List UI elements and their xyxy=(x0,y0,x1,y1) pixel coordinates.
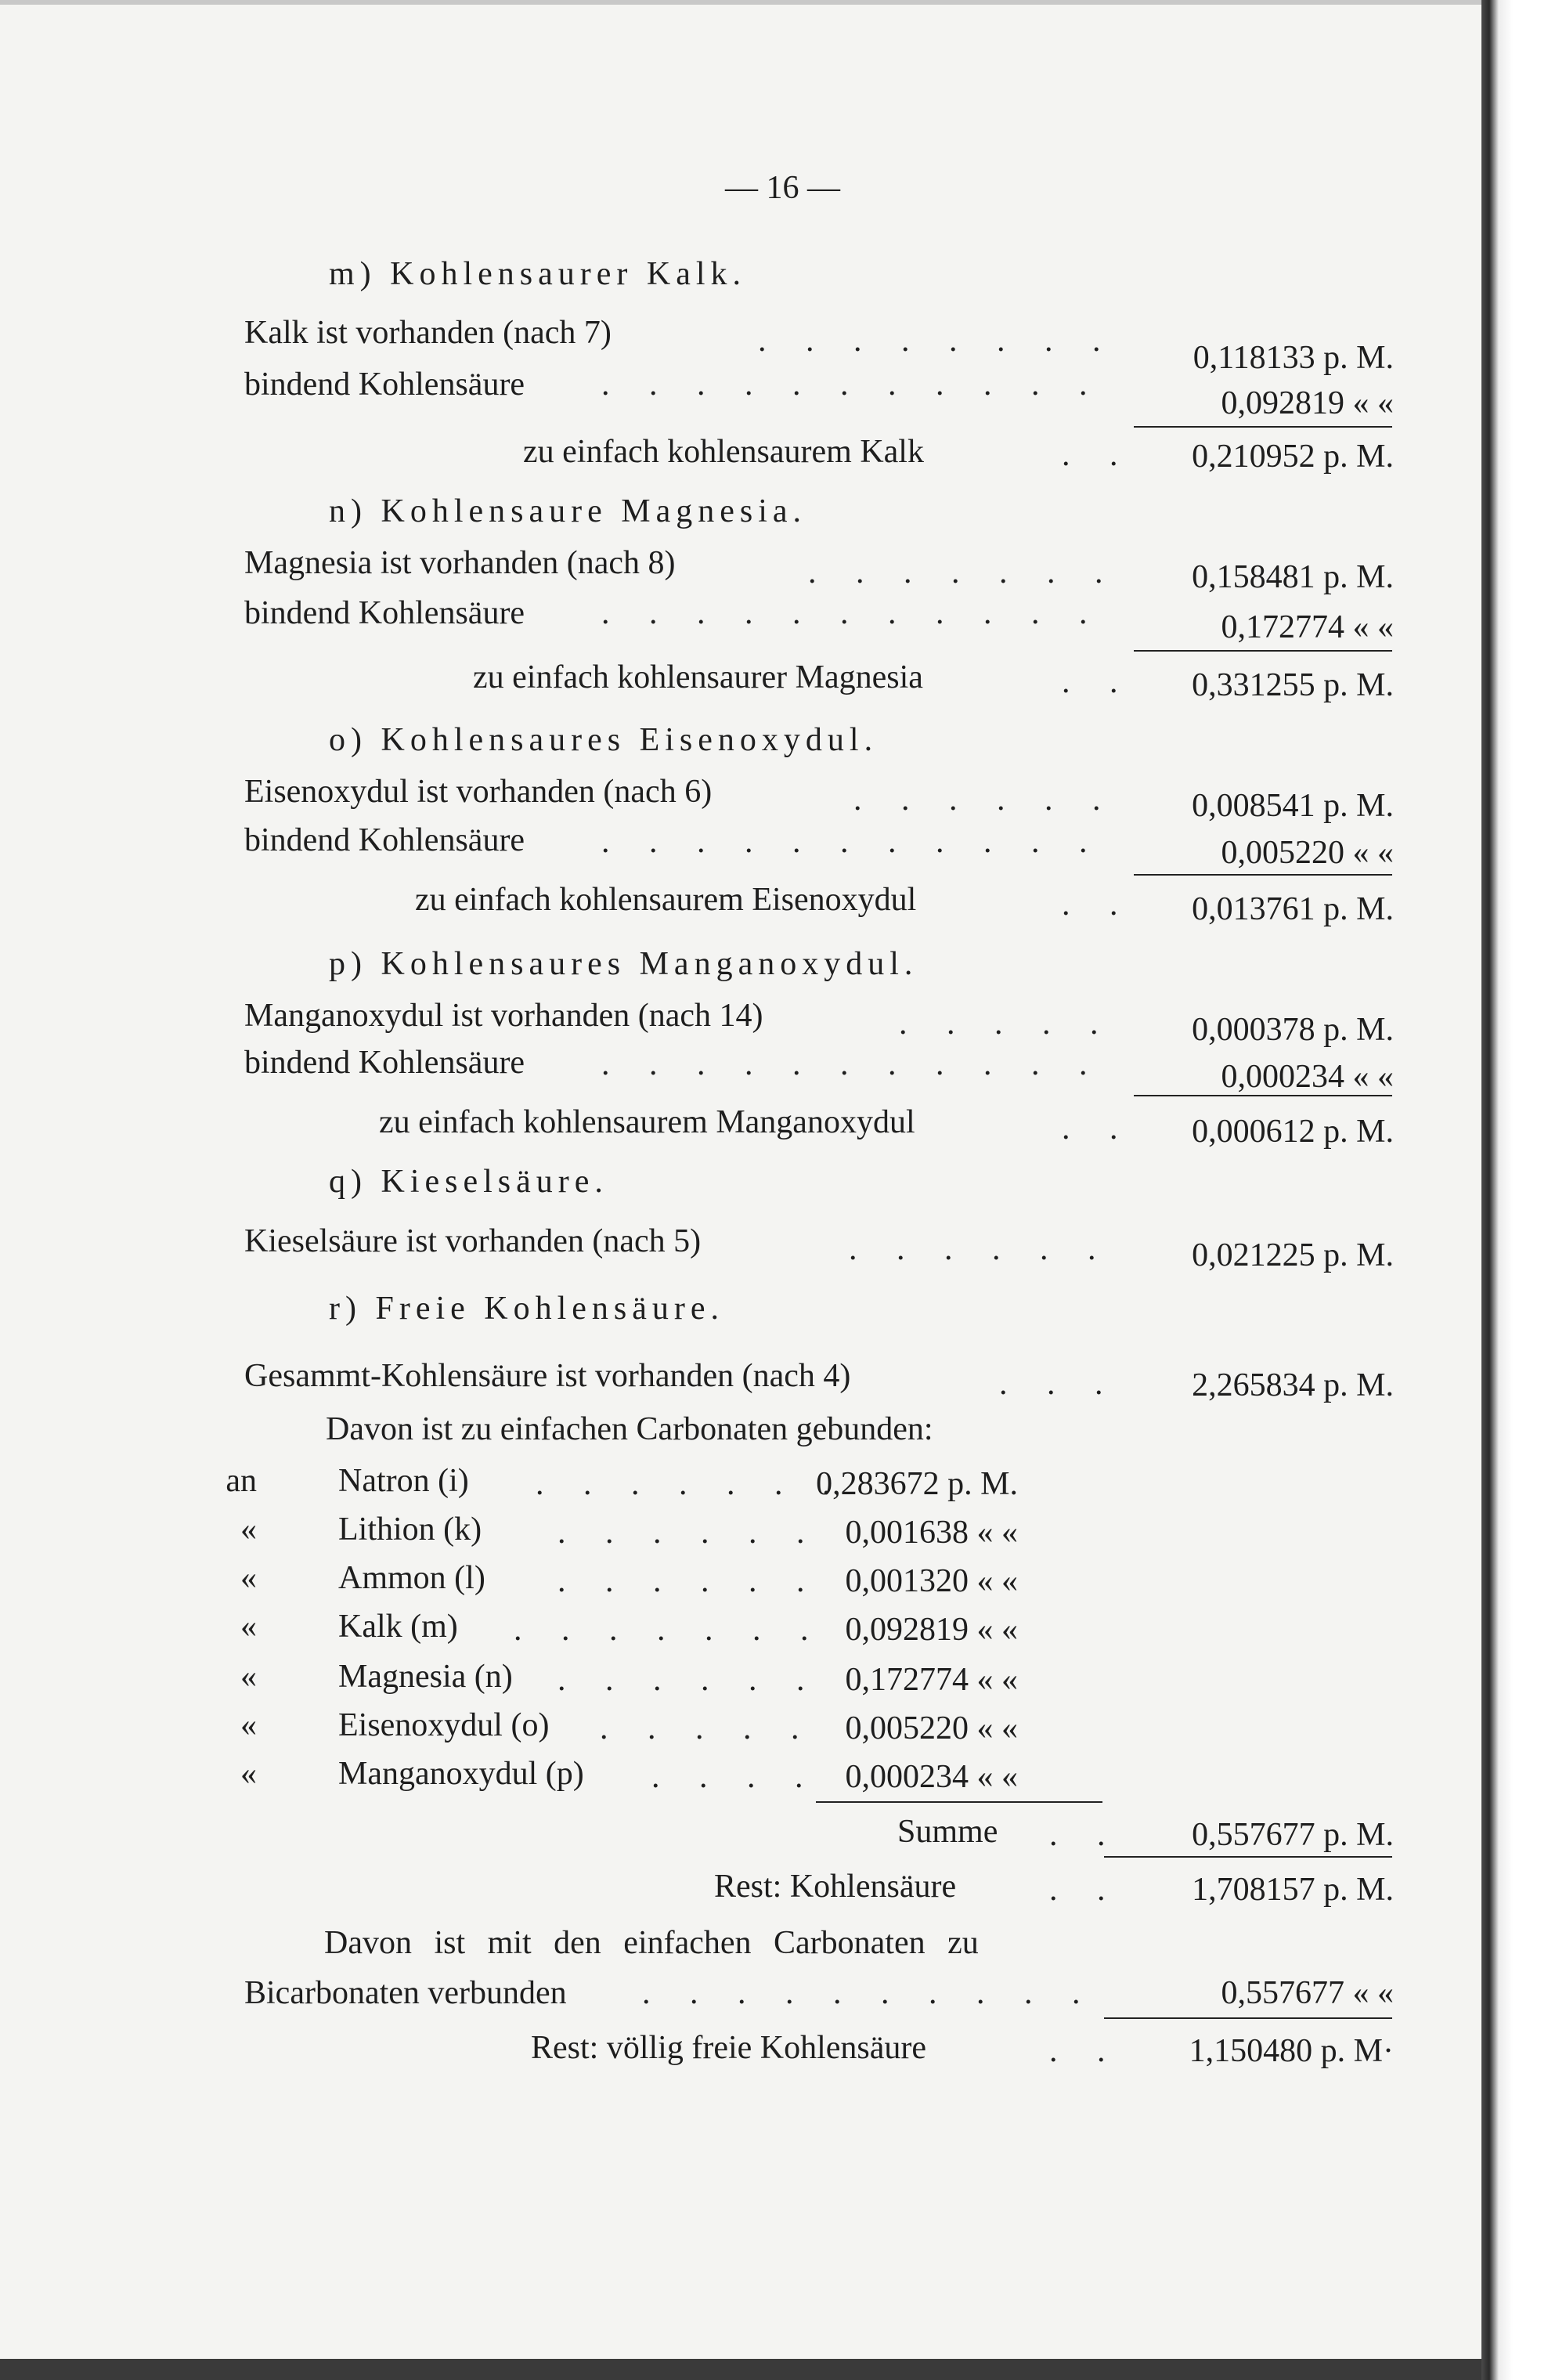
book-binding-edge xyxy=(1481,0,1566,2380)
leader-dots: . . . . . . xyxy=(849,1231,1112,1267)
row-value: 2,265834 p. M. xyxy=(1192,1367,1394,1403)
leader-dots: . . . . xyxy=(651,1759,819,1795)
list-item-value: 0,005220 « « xyxy=(845,1710,1018,1746)
row-value: 0,000234 « « xyxy=(1221,1059,1394,1095)
row-label: bindend Kohlensäure xyxy=(244,822,525,858)
final-rest-value: 1,150480 p. M· xyxy=(1189,2033,1394,2069)
list-prefix: « xyxy=(240,1609,257,1645)
total-label: zu einfach kohlensaurem Eisenoxydul xyxy=(415,882,917,918)
row-label: Kalk ist vorhanden (nach 7) xyxy=(244,315,612,351)
leader-dots: . . . . . . . . . . xyxy=(642,1975,1096,2011)
list-prefix: an xyxy=(226,1463,257,1499)
leader-dots: . . . . . . . . . . . xyxy=(601,367,1103,403)
section-heading-q: q) Kieselsäure. xyxy=(329,1164,608,1200)
list-prefix: « xyxy=(240,1560,257,1596)
list-item-name: Eisenoxydul (o) xyxy=(338,1707,550,1743)
total-label: zu einfach kohlensaurer Magnesia xyxy=(473,659,923,695)
row-label: Kieselsäure ist vorhanden (nach 5) xyxy=(244,1223,702,1259)
total-value: 0,331255 p. M. xyxy=(1192,667,1394,703)
list-prefix: « xyxy=(240,1756,257,1792)
row-value: 0,021225 p. M. xyxy=(1192,1237,1394,1273)
leader-dots: . . xyxy=(1049,1872,1121,1908)
list-item-name: Ammon (l) xyxy=(338,1560,485,1596)
total-value: 0,013761 p. M. xyxy=(1192,891,1394,927)
leader-dots: . . xyxy=(1062,1111,1134,1147)
section-heading-p: p) Kohlensaures Manganoxydul. xyxy=(329,946,918,982)
sum-rule xyxy=(1104,2017,1392,2019)
list-item-value: 0,000234 « « xyxy=(845,1759,1018,1795)
rest-label: Rest: Kohlensäure xyxy=(714,1869,957,1905)
leader-dots: . . xyxy=(1049,1817,1121,1853)
total-label: zu einfach kohlensaurem Kalk xyxy=(523,434,924,470)
sum-rule xyxy=(1134,874,1392,876)
row-value: 0,158481 p. M. xyxy=(1192,559,1394,595)
leader-dots: . . . xyxy=(999,1366,1119,1402)
row-value: 0,172774 « « xyxy=(1221,609,1394,645)
leader-dots: . . . . . xyxy=(600,1710,815,1746)
leader-dots: . . . . . . xyxy=(557,1662,821,1698)
row-value: 0,000378 p. M. xyxy=(1192,1012,1394,1048)
summe-value: 0,557677 p. M. xyxy=(1192,1817,1394,1853)
sum-rule xyxy=(1134,1095,1392,1096)
total-value: 0,210952 p. M. xyxy=(1192,439,1394,475)
page-bottom-edge xyxy=(0,2359,1481,2380)
list-prefix: « xyxy=(240,1511,257,1548)
bicarb-label: Bicarbonaten verbunden xyxy=(244,1975,567,2011)
list-item-value: 0,001320 « « xyxy=(845,1563,1018,1599)
row-value: 0,092819 « « xyxy=(1221,385,1394,421)
leader-dots: . . . . . . . . . . . xyxy=(601,824,1103,860)
leader-dots: . . xyxy=(1062,887,1134,923)
leader-dots: . . . . . . . . . . . xyxy=(601,595,1103,631)
leader-dots: . . xyxy=(1049,2033,1121,2069)
row-label: Manganoxydul ist vorhanden (nach 14) xyxy=(244,998,763,1034)
section-heading-n: n) Kohlensaure Magnesia. xyxy=(329,493,807,529)
row-value: 0,118133 p. M. xyxy=(1193,340,1394,376)
list-item-value: 0,172774 « « xyxy=(845,1662,1018,1698)
sum-rule xyxy=(816,1801,1102,1803)
section-heading-o: o) Kohlensaures Eisenoxydul. xyxy=(329,722,879,758)
leader-dots: . . xyxy=(1062,437,1134,473)
row-label: Gesammt-Kohlensäure ist vorhanden (nach 4) xyxy=(244,1358,851,1394)
leader-dots: . . . . . . . . . . . xyxy=(601,1046,1103,1082)
list-item-name: Lithion (k) xyxy=(338,1511,482,1548)
row-value: 0,005220 « « xyxy=(1221,835,1394,871)
list-prefix: « xyxy=(240,1659,257,1695)
row-label: bindend Kohlensäure xyxy=(244,1045,525,1081)
list-item-value: 0,283672 p. M. xyxy=(816,1466,1018,1502)
page-top-edge xyxy=(0,0,1481,5)
leader-dots: . . . . . . xyxy=(557,1515,821,1551)
leader-dots: . . . . . . xyxy=(853,782,1117,818)
sum-rule xyxy=(1104,1856,1392,1858)
sum-rule xyxy=(1134,426,1392,428)
total-value: 0,000612 p. M. xyxy=(1192,1114,1394,1150)
leader-dots: . . . . . . . xyxy=(536,1466,846,1502)
section-heading-r: r) Freie Kohlensäure. xyxy=(329,1291,725,1327)
rest-value: 1,708157 p. M. xyxy=(1192,1872,1394,1908)
row-label: bindend Kohlensäure xyxy=(244,595,525,631)
list-item-value: 0,001638 « « xyxy=(845,1515,1018,1551)
row-value: 0,008541 p. M. xyxy=(1192,788,1394,824)
final-rest-label: Rest: völlig freie Kohlensäure xyxy=(531,2030,927,2066)
page-number: — 16 — xyxy=(725,170,840,206)
list-item-name: Manganoxydul (p) xyxy=(338,1756,584,1792)
leader-dots: . . . . . . . . xyxy=(758,323,1117,359)
row-label: Eisenoxydul ist vorhanden (nach 6) xyxy=(244,774,713,810)
bicarb-text-line1: Davon ist mit den einfachen Carbonaten zu xyxy=(324,1925,979,1961)
summe-label: Summe xyxy=(897,1814,998,1850)
total-label: zu einfach kohlensaurem Manganoxydul xyxy=(379,1104,915,1140)
list-item-value: 0,092819 « « xyxy=(845,1612,1018,1648)
list-item-name: Magnesia (n) xyxy=(338,1659,513,1695)
list-prefix: « xyxy=(240,1707,257,1743)
leader-dots: . . . . . xyxy=(899,1006,1114,1042)
leader-dots: . . . . . . . xyxy=(514,1612,824,1648)
leader-dots: . . xyxy=(1062,664,1134,700)
sum-rule xyxy=(1134,650,1392,652)
list-item-name: Kalk (m) xyxy=(338,1609,458,1645)
section-heading-m: m) Kohlensaurer Kalk. xyxy=(329,256,747,292)
leader-dots: . . . . . . xyxy=(557,1563,821,1599)
carbonates-intro: Davon ist zu einfachen Carbonaten gebunden: xyxy=(326,1411,933,1447)
bicarb-value: 0,557677 « « xyxy=(1221,1975,1394,2011)
list-item-name: Natron (i) xyxy=(338,1463,469,1499)
row-label: bindend Kohlensäure xyxy=(244,367,525,403)
row-label: Magnesia ist vorhanden (nach 8) xyxy=(244,545,676,581)
leader-dots: . . . . . . . xyxy=(808,554,1119,590)
